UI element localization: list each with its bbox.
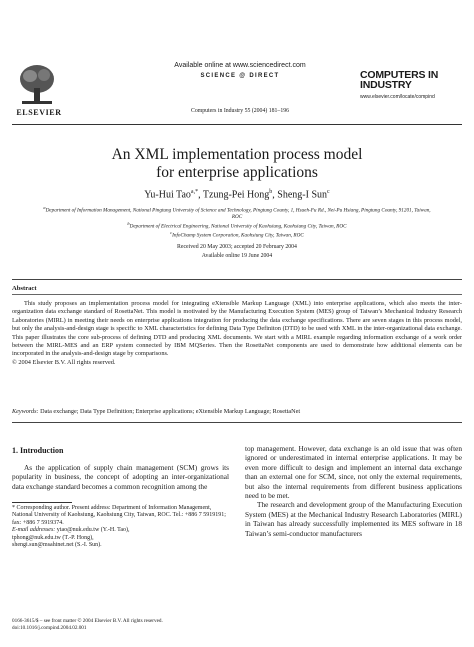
journal-reference: Computers in Industry 55 (2004) 181–196 xyxy=(190,108,290,114)
affiliations xyxy=(40,205,434,239)
received-date: Received 20 May 2003; accepted 20 February 2004 xyxy=(177,244,297,250)
sciencedirect-logo: SCIENCE @ DIRECT xyxy=(200,73,280,79)
left-column-text xyxy=(12,463,229,491)
right-column-text xyxy=(245,444,462,538)
article-dates xyxy=(40,243,434,261)
header-rule xyxy=(12,124,462,125)
affiliation-b: $^b$Department of Electrical Engineering, National University of Kaohsiung, Kaohsiung City, Taiwan, ROC xyxy=(127,220,347,230)
abstract-top-rule xyxy=(12,279,462,280)
intro-paragraph: As the application of supply chain management (SCM) grows its popularity in business, the concept of adopting an inter-organizational data exchange standard becomes a common recognition among the xyxy=(12,463,229,491)
abstract-body: This study proposes an implementation process model for integrating eXtensible Markup Language (XML) into enterprise applications, which also meets the inter-organization data exchange standard of RosettaNet. This model is motivated by the Manufacturing Execution System (MES) group of Taiwan’s Mechanical Industry Research Laboratories (MIRL) in meeting their needs on enterprise applications integration for producing the data exchange specifications. There are seven stages in this process model, but only the analysis-and-design stage is specific to XML characteristics for defining Data Type Definiton (DTD) to be used with XML in the inter-organizational data exchange. This paper illustrates the core sub-process of defining DTD and producing XML documents. We start with a MIRL example regarding information exchange of a work order between the MIRL-MES and an ERP system connected by IBM MQSeries. Then the RosettaNet components are used to demonstrate how additional elements can be incorporated in the analysis-and-design stage by comparisons. xyxy=(12,300,462,358)
keywords xyxy=(12,408,462,416)
paper-title xyxy=(40,146,434,182)
abstract-heading-rule xyxy=(12,294,462,295)
author-name: Tzung-Pei Hong xyxy=(202,189,270,201)
author-list: Yu-Hui Tao$^{a,*}$, Tzung-Pei Hong$^b$, Sheng-I Sun$^c$ xyxy=(144,189,330,201)
available-online-text: Available online at www.sciencedirect.com xyxy=(174,62,306,69)
abstract-text xyxy=(12,300,462,367)
title-line1: An XML implementation process model xyxy=(111,146,363,163)
keywords-label: Keywords: xyxy=(12,408,39,415)
author-sup: c xyxy=(327,189,330,195)
author-name: Yu-Hui Tao xyxy=(144,189,191,201)
footnote-rule xyxy=(12,502,72,503)
doi-line: doi:10.1016/j.compind.2004.02.001 xyxy=(12,624,87,631)
publisher-name: ELSEVIER xyxy=(16,108,62,117)
journal-name-line2: INDUSTRY xyxy=(360,79,412,91)
section-heading-introduction: 1. Introduction xyxy=(12,446,64,455)
intro-paragraph: top management. However, data exchange is an old issue that was often ignored or underestimated in internal enterprise applications. It may be even more difficult to design and implement an internal data exchange than an external one for SCM, since, not only the external requirements, but also the internal requirements from different business applications need to be met. xyxy=(245,444,462,501)
corresponding-author-note: * Corresponding author. Present address: Department of Information Management, National University of Kaohsiung, Kaohsiung City, Taiwan, ROC. Tel.: +886 7 5919191; fax: +886 7 5919374. xyxy=(12,505,226,526)
abstract-bottom-rule xyxy=(12,422,462,423)
issn-line: 0166-3615/$ – see front matter © 2004 Elsevier B.V. All rights reserved. xyxy=(12,618,163,624)
intro-paragraph: The research and development group of the Manufacturing Execution System (MES) at the Mechanical Industry Research Laboratories (MIRL) in Taiwan has already successfully implemented its MES software in 18 Taiwan’s semi-conductor manufacturers xyxy=(245,500,462,538)
author-name: Sheng-I Sun xyxy=(277,189,328,201)
footer-identifiers xyxy=(12,618,312,631)
journal-url: www.elsevier.com/locate/compind xyxy=(360,94,435,100)
author-sup: a,* xyxy=(190,189,199,195)
author-sup: b xyxy=(269,189,273,195)
journal-name xyxy=(360,70,464,90)
affiliation-a: $^a$Department of Information Management, National Pingtung University of Science and Technology, Pingtung County, 1, Hsueh-Fu Rd., Nei-Pu Hsiang, Pingtung County, 91201, Taiwan, ROC xyxy=(43,205,431,221)
keywords-list: Data exchange; Data Type Definition; Enterprise applications; eXtensible Markup Language; RosettaNet xyxy=(40,408,301,415)
journal-name-line1: COMPUTERS IN xyxy=(360,69,439,81)
abstract-copyright: © 2004 Elsevier B.V. All rights reserved. xyxy=(12,358,116,366)
abstract-heading: Abstract xyxy=(12,285,37,292)
elsevier-tree-logo xyxy=(14,62,60,108)
footnotes xyxy=(12,505,229,549)
affiliation-c: $^c$InfoChamp System Corporation, Kaohsiung City, Taiwan, ROC xyxy=(170,229,304,239)
title-line2: for enterprise applications xyxy=(156,164,318,181)
email-addresses: E-mail addresses: ytao@nuk.edu.tw (Y.-H. Tao), tphong@nuk.edu.tw (T.-P. Hong), shengi.sun@msahinet.net (S.-I. Sun). xyxy=(12,527,130,549)
available-date: Available online 19 June 2004 xyxy=(201,253,273,259)
